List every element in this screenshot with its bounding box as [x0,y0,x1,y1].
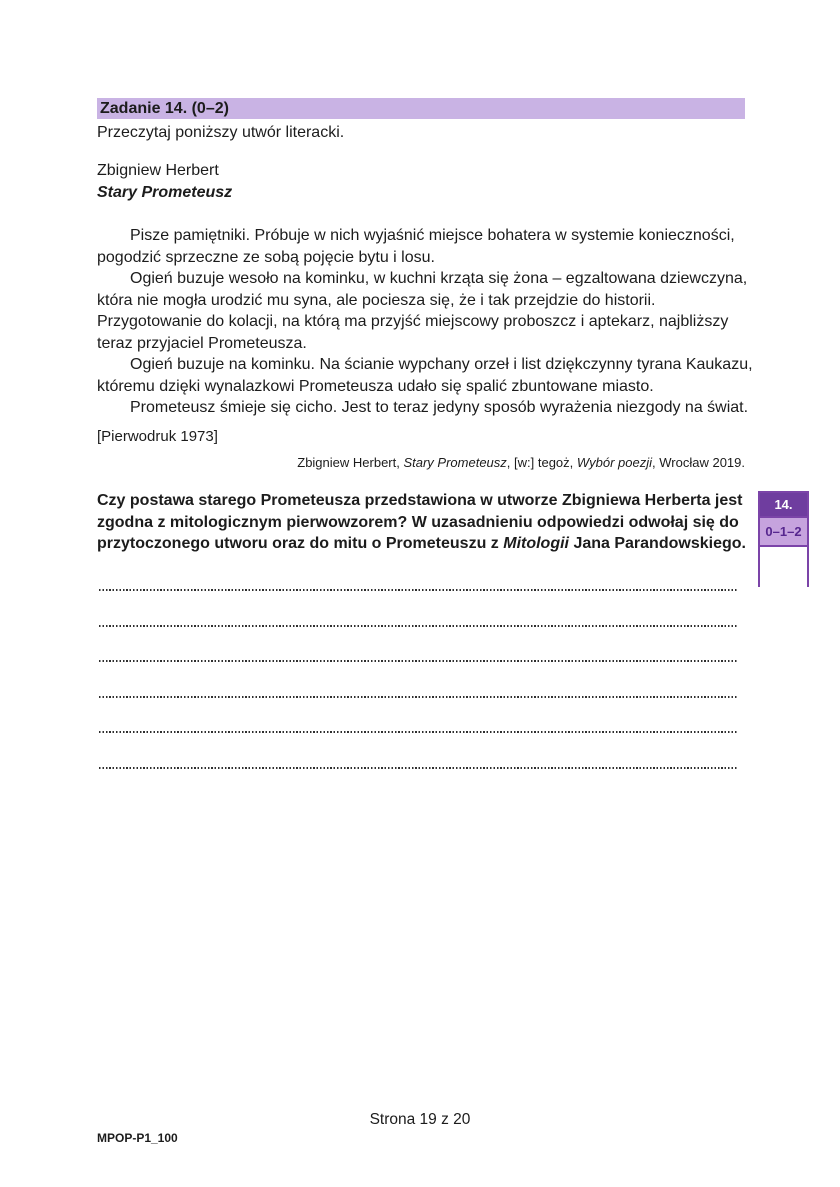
score-box [758,491,809,587]
literary-text [97,225,753,419]
answer-dotted-line [99,731,738,733]
literary-text-line: pogodzić sprzeczne ze sobą pojęcie bytu i losu. [97,248,435,266]
task-header-label: Zadanie 14. (0–2) [100,100,229,117]
literary-text-line: Pisze pamiętniki. Próbuje w nich wyjaśnić miejsce bohatera w systemie konieczności, [130,227,735,244]
italic-text-segment: Mitologii [503,535,569,553]
task-instruction: Przeczytaj poniższy utwór literacki. [97,124,345,141]
score-box-empty-cell [760,547,807,589]
task-header-bar [97,98,745,119]
answer-dotted-line [99,589,738,591]
score-box-points-scale: 0–1–2 [760,518,807,547]
italic-text-segment: Wybór poezji [576,455,653,470]
answer-dotted-line [99,625,738,627]
literary-text-line: Ogień buzuje wesoło na kominku, w kuchni krząta się żona – egzaltowana dziewczyna, [130,270,748,287]
text-segment: Czy postawa starego Prometeusza przedstawiona w utworze Zbigniewa Herberta jest [97,492,743,509]
literary-text-line: Ogień buzuje na kominku. Na ścianie wypchany orzeł i list dziękczynny tyrana Kaukazu, [130,356,753,373]
question-line [97,533,757,555]
literary-text-line: Prometeusz śmieje się cicho. Jest to teraz jedyny sposób wyrażenia niezgody na świat. [130,399,749,416]
question-line [97,490,757,512]
task-question [97,490,757,555]
answer-dotted-line [99,660,738,662]
answer-dotted-line [99,767,738,769]
work-author: Zbigniew Herbert [97,162,219,179]
text-segment: , Wrocław 2019. [652,455,745,470]
literary-text-line: teraz przyjaciel Prometeusza. [97,334,307,352]
work-title: Stary Prometeusz [97,184,233,201]
literary-text-line: która nie mogła urodzić mu syna, ale pociesza się, że i tak przejdzie do historii. [97,291,656,309]
score-box-task-number: 14. [760,493,807,518]
answer-dotted-line [99,696,738,698]
form-code: MPOP-P1_100 [97,1131,178,1145]
text-segment: Zbigniew Herbert, [297,455,404,470]
page-number: Strona 19 z 20 [369,1111,471,1128]
text-segment: Jana Parandowskiego. [569,535,746,553]
question-line [97,512,757,534]
source-citation [97,454,745,471]
first-print-note: [Pierwodruk 1973] [97,428,218,445]
text-segment: przytoczonego utworu oraz do mitu o Prometeuszu z [97,535,504,553]
italic-text-segment: Stary Prometeusz [403,455,507,470]
text-segment: , [w:] tegoż, [506,455,577,470]
literary-text-line: Przygotowanie do kolacji, na którą ma przyjść miejscowy proboszcz i aptekarz, najbliższy [97,313,729,330]
text-segment: zgodna z mitologicznym pierwowzorem? W uzasadnieniu odpowiedzi odwołaj się do [97,513,739,531]
literary-text-line: któremu dzięki wynalazkowi Prometeusza udało się spalić zbuntowane miasto. [97,377,654,395]
